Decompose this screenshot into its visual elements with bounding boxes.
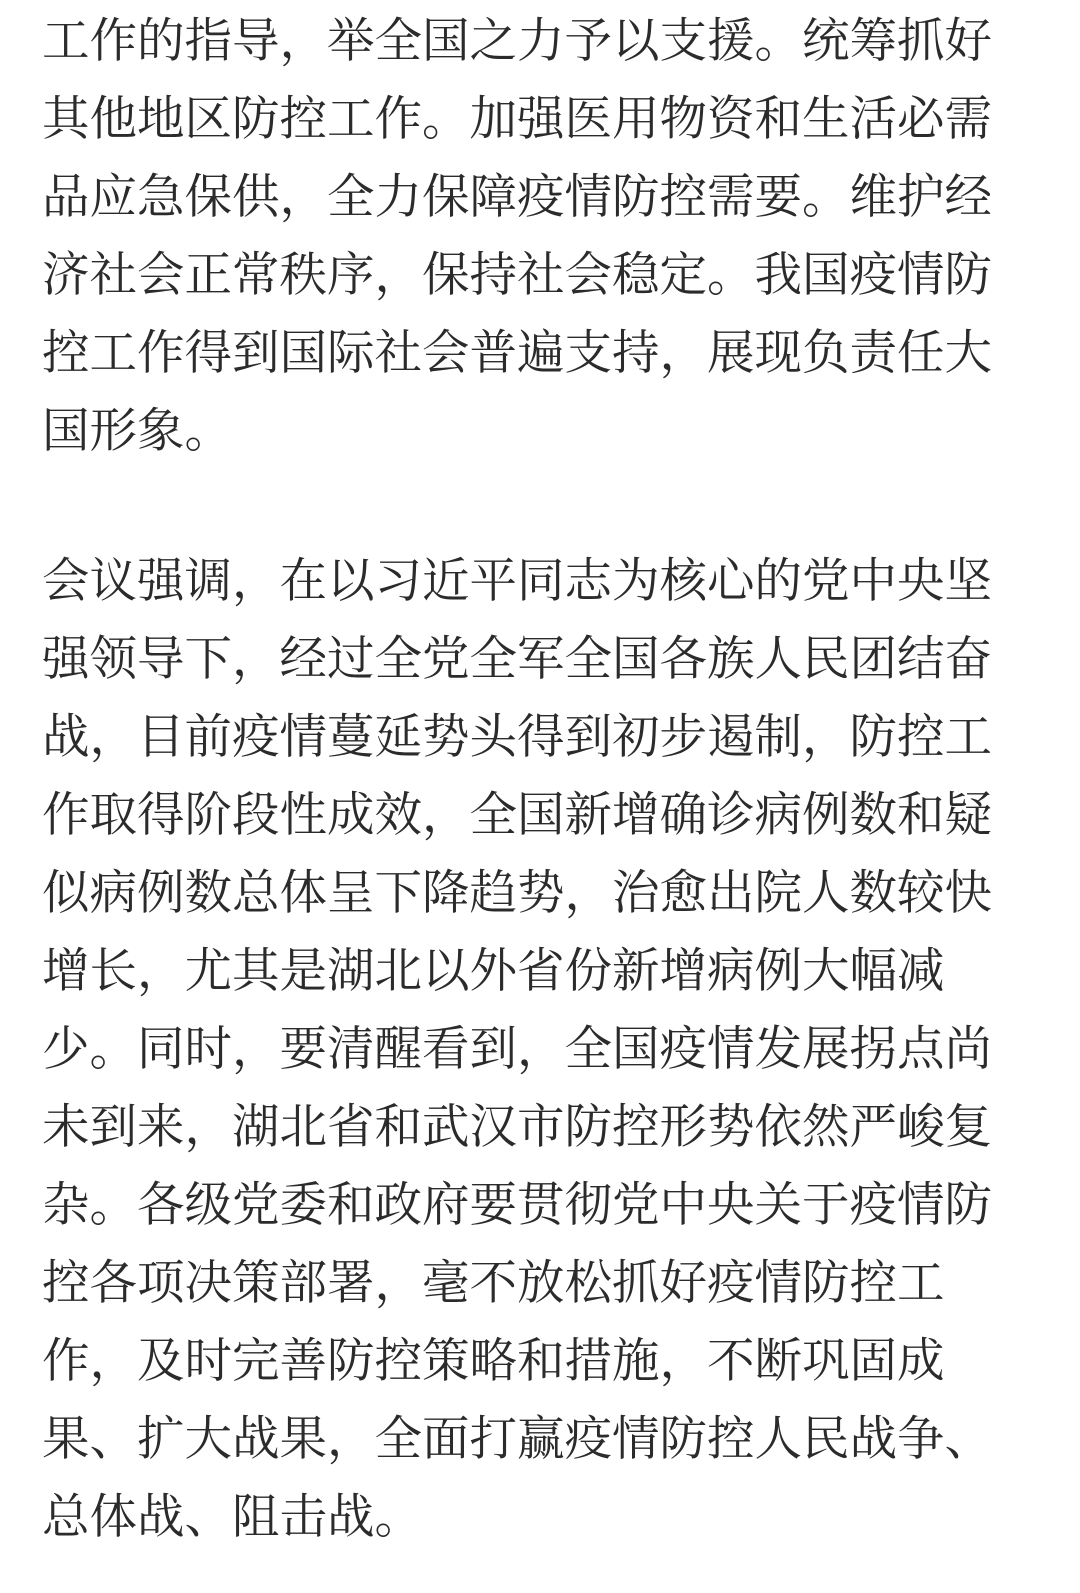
paragraph-line: 品应急保供，全力保障疫情防控需要。维护经	[42, 170, 992, 225]
paragraph-line: 国形象。	[42, 404, 232, 459]
paragraph-line: 杂。各级党委和政府要贯彻党中央关于疫情防	[42, 1178, 992, 1233]
paragraph-line: 似病例数总体呈下降趋势，治愈出院人数较快	[42, 866, 992, 921]
paragraph-line: 工作的指导，举全国之力予以支援。统筹抓好	[42, 14, 992, 69]
paragraph-line: 会议强调，在以习近平同志为核心的党中央坚	[42, 554, 992, 609]
paragraph-line: 少。同时，要清醒看到，全国疫情发展拐点尚	[42, 1022, 992, 1077]
paragraph-line: 果、扩大战果，全面打赢疫情防控人民战争、	[42, 1412, 992, 1467]
paragraph-line: 控各项决策部署，毫不放松抓好疫情防控工	[42, 1256, 945, 1311]
paragraph-line: 增长，尤其是湖北以外省份新增病例大幅减	[42, 944, 945, 999]
paragraph-line: 其他地区防控工作。加强医用物资和生活必需	[42, 92, 992, 147]
paragraph-line: 总体战、阻击战。	[42, 1490, 422, 1545]
paragraph-line: 作取得阶段性成效，全国新增确诊病例数和疑	[42, 788, 992, 843]
paragraph-line: 济社会正常秩序，保持社会稳定。我国疫情防	[42, 248, 992, 303]
paragraph-line: 控工作得到国际社会普遍支持，展现负责任大	[42, 326, 992, 381]
paragraph-line: 战，目前疫情蔓延势头得到初步遏制，防控工	[42, 710, 992, 765]
paragraph-line: 作，及时完善防控策略和措施，不断巩固成	[42, 1334, 945, 1389]
paragraph-line: 强领导下，经过全党全军全国各族人民团结奋	[42, 632, 992, 687]
paragraph-line: 未到来，湖北省和武汉市防控形势依然严峻复	[42, 1100, 992, 1155]
